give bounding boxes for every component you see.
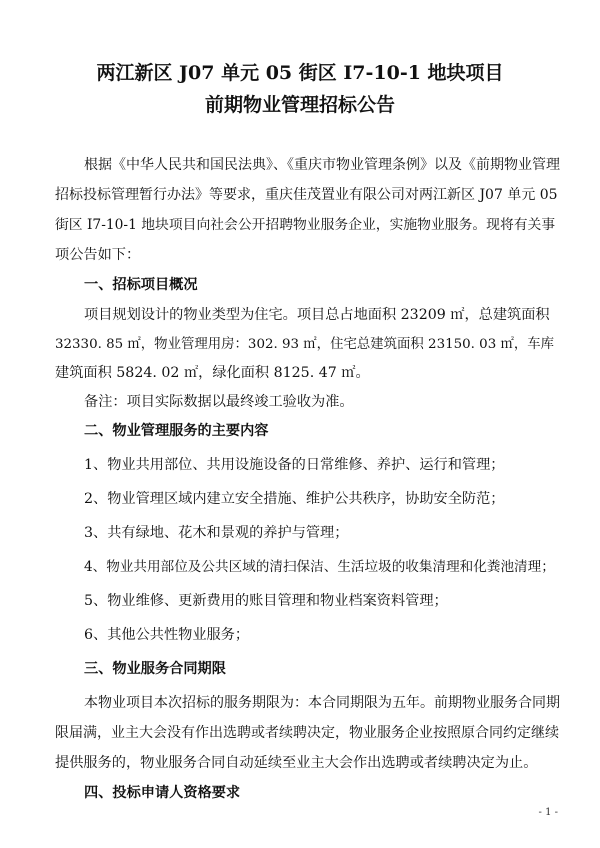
section-2-heading: 二、物业管理服务的主要内容 (84, 423, 269, 439)
intro-line-2: 招标投标管理暂行办法》等要求，重庆佳茂置业有限公司对两江新区 J07 单元 05 (55, 187, 558, 203)
section-2-item-3: 3、共有绿地、花木和景观的养护与管理； (84, 525, 349, 541)
section-3-line-1: 本物业项目本次招标的服务期限为：本合同期限为五年。前期物业服务合同期 (84, 695, 560, 711)
section-1-heading: 一、招标项目概况 (84, 277, 198, 293)
section-2-item-6: 6、其他公共性物业服务； (84, 627, 250, 643)
section-3-heading: 三、物业服务合同期限 (84, 661, 226, 677)
section-2-item-1: 1、物业共用部位、共用设施设备的日常维修、养护、运行和管理； (84, 457, 505, 473)
section-2-item-2: 2、物业管理区域内建立安全措施、维护公共秩序，协助安全防范； (84, 491, 505, 507)
section-2-item-4: 4、物业共用部位及公共区域的清扫保洁、生活垃圾的收集清理和化粪池清理； (84, 559, 555, 575)
intro-line-3: 街区 I7-10-1 地块项目向社会公开招聘物业服务企业，实施物业服务。现将有关事 (55, 217, 556, 233)
title-line-1: 两江新区 J07 单元 05 街区 I7-10-1 地块项目 (96, 62, 504, 84)
title-line-2: 前期物业管理招标公告 (204, 94, 395, 116)
page-number: - 1 - (538, 807, 558, 818)
section-2-item-5: 5、物业维修、更新费用的账目管理和物业档案资料管理； (84, 593, 448, 609)
intro-line-4: 项公告如下： (55, 247, 141, 263)
section-3-line-3: 提供服务的，物业服务合同自动延续至业主大会作出选聘或者续聘决定为止。 (55, 755, 538, 771)
section-1-note: 备注：项目实际数据以最终竣工验收为准。 (84, 394, 354, 410)
section-1-line-3: 建筑面积 5824. 02 ㎡，绿化面积 8125. 47 ㎡。 (55, 365, 370, 381)
section-4-heading: 四、投标申请人资格要求 (84, 785, 241, 801)
section-3-line-2: 限届满，业主大会没有作出选聘或者续聘决定，物业服务企业按照原合同约定继续 (55, 725, 559, 741)
section-1-line-2: 32330. 85 ㎡，物业管理用房：302. 93 ㎡，住宅总建筑面积 23150. 03 ㎡，车库 (55, 337, 555, 352)
intro-line-1: 根据《中华人民共和国民法典》、《重庆市物业管理条例》以及《前期物业管理 (84, 157, 560, 173)
section-1-line-1: 项目规划设计的物业类型为住宅。项目总占地面积 23209 ㎡，总建筑面积 (84, 307, 550, 323)
